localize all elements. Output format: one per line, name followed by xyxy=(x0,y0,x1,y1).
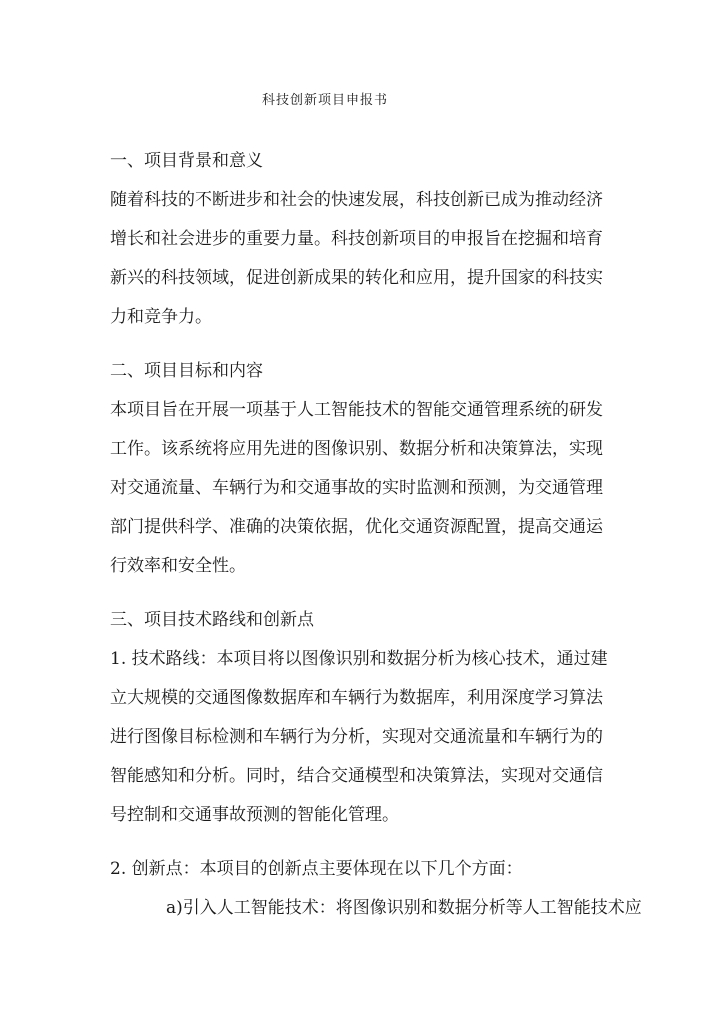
paragraph-line: 1. 技术路线：本项目将以图像识别和数据分析为核心技术，通过建 xyxy=(110,649,608,669)
section-heading-background: 一、项目背景和意义 xyxy=(110,151,263,171)
paragraph-line: 力和竞争力。 xyxy=(110,307,212,327)
section-heading-goals: 二、项目目标和内容 xyxy=(110,361,263,381)
paragraph-line: 行效率和安全性。 xyxy=(110,556,246,576)
paragraph-line: 随着科技的不断进步和社会的快速发展，科技创新已成为推动经济 xyxy=(110,190,603,210)
paragraph-line: 对交通流量、车辆行为和交通事故的实时监测和预测，为交通管理 xyxy=(110,478,603,498)
paragraph-line: 立大规模的交通图像数据库和车辆行为数据库，利用深度学习算法 xyxy=(110,688,603,708)
innovation-item-a: a)引入人工智能技术：将图像识别和数据分析等人工智能技术应 xyxy=(166,898,642,918)
innovation-intro-line: 2. 创新点：本项目的创新点主要体现在以下几个方面： xyxy=(110,859,523,879)
paragraph-line: 号控制和交通事故预测的智能化管理。 xyxy=(110,805,399,825)
paragraph-line: 部门提供科学、准确的决策依据，优化交通资源配置，提高交通运 xyxy=(110,517,603,537)
paragraph-line: 本项目旨在开展一项基于人工智能技术的智能交通管理系统的研发 xyxy=(110,400,603,420)
paragraph-line: 新兴的科技领域，促进创新成果的转化和应用，提升国家的科技实 xyxy=(110,268,603,288)
paragraph-line: 工作。该系统将应用先进的图像识别、数据分析和决策算法，实现 xyxy=(110,439,603,459)
document-title: 科技创新项目申报书 xyxy=(262,93,389,108)
paragraph-line: 增长和社会进步的重要力量。科技创新项目的申报旨在挖掘和培育 xyxy=(110,229,603,249)
paragraph-line: 智能感知和分析。同时，结合交通模型和决策算法，实现对交通信 xyxy=(110,766,603,786)
section-heading-technology: 三、项目技术路线和创新点 xyxy=(110,610,314,630)
paragraph-line: 进行图像目标检测和车辆行为分析，实现对交通流量和车辆行为的 xyxy=(110,727,603,747)
